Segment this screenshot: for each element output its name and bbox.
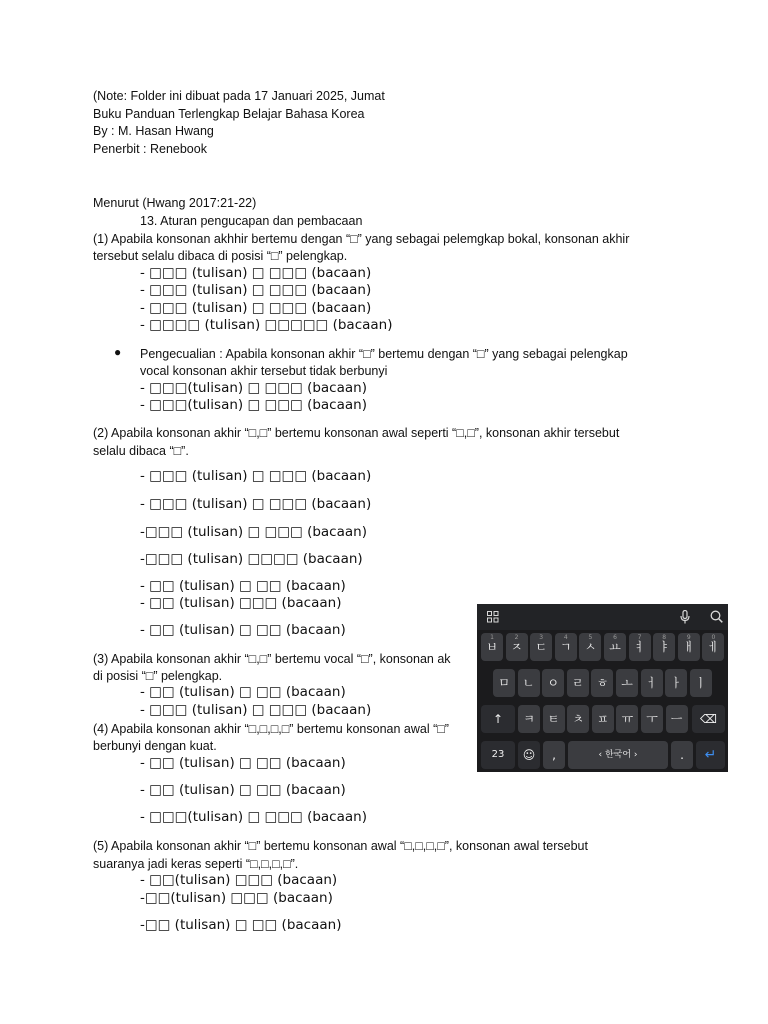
key-row2[interactable] (641, 669, 663, 697)
key-row2[interactable] (665, 669, 687, 697)
key-row3[interactable] (543, 705, 565, 733)
rule2-text-line1: (2) Apabila konsonan akhir “□,□” bertemu konsonan awal seperti “□,□”, konsonan akhir tersebut (93, 426, 620, 440)
enter-key[interactable] (696, 741, 725, 769)
note-line: (Note: Folder ini dibuat pada 17 Januari 2025, Jumat (93, 89, 385, 103)
keyboard-screenshot (477, 604, 728, 772)
microphone-icon[interactable] (680, 610, 690, 624)
key-row2[interactable] (542, 669, 564, 697)
key-9[interactable] (678, 633, 700, 661)
key-2[interactable] (506, 633, 528, 661)
rule4-example: - □□ (tulisan) □ □□ (bacaan) (140, 755, 346, 771)
key-6[interactable] (604, 633, 626, 661)
key-row2[interactable] (616, 669, 638, 697)
key-label: 23 (491, 749, 505, 760)
key-row2[interactable] (518, 669, 540, 697)
exception-example: - □□□(tulisan) □ □□□ (bacaan) (140, 397, 367, 413)
key-label: ㅏ (670, 676, 682, 690)
key-label: , (552, 748, 556, 762)
rule2-example: - □□ (tulisan) □□□ (bacaan) (140, 595, 342, 611)
key-row3[interactable] (666, 705, 688, 733)
key-row2[interactable] (591, 669, 613, 697)
key-label: ㄱ (560, 640, 572, 654)
rule4-example: - □□ (tulisan) □ □□ (bacaan) (140, 782, 346, 798)
period-key[interactable] (671, 741, 693, 769)
backspace-key[interactable] (692, 705, 725, 733)
key-label: ㅠ (621, 712, 634, 726)
book-title: Buku Panduan Terlengkap Belajar Bahasa Korea (93, 107, 365, 121)
bullet-icon: ● (114, 345, 122, 359)
rule1-text-line2: tersebut selalu dibaca di posisi “□” pelengkap. (93, 249, 348, 263)
key-label: ㅎ (596, 676, 609, 690)
author-line: By : M. Hasan Hwang (93, 124, 214, 138)
exception-line2: vocal konsonan akhir tersebut tidak berbunyi (140, 364, 388, 378)
apps-grid-icon[interactable] (487, 611, 499, 623)
rule2-example: -□□□ (tulisan) □□□□ (bacaan) (140, 551, 363, 567)
section-title: 13. Aturan pengucapan dan pembacaan (140, 214, 363, 228)
rule4-text-line2: berbunyi dengan kuat. (93, 739, 217, 753)
key-label: ㅐ (683, 640, 695, 654)
key-label: ☺ (522, 748, 536, 762)
key-label: ㅊ (572, 712, 584, 726)
key-label: ㅕ (633, 640, 646, 654)
citation: Menurut (Hwang 2017:21-22) (93, 196, 257, 210)
rule2-text-line2: selalu dibaca “□”. (93, 444, 189, 458)
exception-example: - □□□(tulisan) □ □□□ (bacaan) (140, 380, 367, 396)
key-label: ㄴ (522, 676, 535, 690)
rule3-example: - □□ (tulisan) □ □□ (bacaan) (140, 684, 346, 700)
rule1-example: - □□□ (tulisan) □ □□□ (bacaan) (140, 282, 372, 298)
rule1-example: - □□□ (tulisan) □ □□□ (bacaan) (140, 300, 372, 316)
key-label: ㅂ (486, 640, 498, 654)
key-row2[interactable] (493, 669, 515, 697)
keyboard-toolbar (477, 604, 728, 630)
rule2-example: - □□□ (tulisan) □ □□□ (bacaan) (140, 496, 372, 512)
space-bar[interactable] (568, 741, 668, 769)
key-label: ㅡ (670, 712, 683, 726)
rule3-text-line1: (3) Apabila konsonan akhir “□,□” bertemu vocal “□”, konsonan ak (93, 652, 451, 666)
key-row2[interactable] (567, 669, 589, 697)
search-icon[interactable] (710, 610, 723, 623)
key-label: ↵ (704, 747, 717, 763)
comma-key[interactable] (543, 741, 565, 769)
key-hint: 6 (613, 634, 617, 641)
key-row3[interactable] (567, 705, 589, 733)
rule2-example: - □□ (tulisan) □ □□ (bacaan) (140, 578, 346, 594)
key-label: ㅅ (584, 640, 597, 654)
key-label: ㅈ (510, 640, 523, 654)
key-row3[interactable] (641, 705, 663, 733)
exception-line1: Pengecualian : Apabila konsonan akhir “□” bertemu dengan “□” yang sebagai pelengkap (140, 347, 628, 361)
key-label: . (680, 748, 684, 762)
key-5[interactable] (579, 633, 601, 661)
rule5-example: -□□ (tulisan) □ □□ (bacaan) (140, 917, 342, 933)
rule5-text-line1: (5) Apabila konsonan akhir “□” bertemu konsonan awal “□,□,□,□”, konsonan awal tersebut (93, 839, 588, 853)
key-hint: 1 (490, 634, 494, 641)
key-7[interactable] (629, 633, 651, 661)
rule2-example: - □□ (tulisan) □ □□ (bacaan) (140, 622, 346, 638)
key-row2[interactable] (690, 669, 712, 697)
key-hint: 3 (539, 634, 544, 641)
key-label: ㅣ (695, 676, 707, 690)
key-8[interactable] (653, 633, 675, 661)
key-label: ㅍ (597, 712, 609, 726)
rule5-text-line2: suaranya jadi keras seperti “□,□,□,□”. (93, 857, 299, 871)
key-label: ↑ (492, 712, 504, 726)
rule1-example: - □□□□ (tulisan) □□□□□ (bacaan) (140, 317, 393, 333)
rule1-example: - □□□ (tulisan) □ □□□ (bacaan) (140, 265, 372, 281)
rule2-example: - □□□ (tulisan) □ □□□ (bacaan) (140, 468, 372, 484)
key-label: ㄹ (572, 676, 584, 690)
rule5-example: -□□(tulisan) □□□ (bacaan) (140, 890, 333, 906)
key-row3[interactable] (592, 705, 614, 733)
key-label: ㅁ (498, 676, 510, 690)
key-label: ㅇ (547, 676, 559, 690)
rule2-example: -□□□ (tulisan) □ □□□ (bacaan) (140, 524, 367, 540)
key-label: ㄷ (535, 640, 547, 654)
rule4-text-line1: (4) Apabila konsonan akhir “□,□,□,□” bertemu konsonan awal “□” (93, 722, 449, 736)
rule5-example: - □□(tulisan) □□□ (bacaan) (140, 872, 338, 888)
key-0[interactable] (702, 633, 724, 661)
key-label: ㅔ (707, 640, 720, 654)
rule3-example: - □□□ (tulisan) □ □□□ (bacaan) (140, 702, 372, 718)
key-1[interactable] (481, 633, 503, 661)
key-4[interactable] (555, 633, 577, 661)
key-row3[interactable] (518, 705, 540, 733)
key-row3[interactable] (616, 705, 638, 733)
key-hint: 8 (662, 634, 667, 641)
key-label: ⌫ (700, 712, 717, 726)
key-hint: 7 (637, 634, 642, 641)
key-label: ‹ 한국어 › (598, 750, 638, 760)
key-label: ㅋ (523, 712, 535, 726)
key-label: ㅗ (621, 676, 633, 690)
key-label: ㅌ (547, 712, 560, 726)
key-label: ㅑ (658, 640, 670, 654)
key-hint: 5 (588, 634, 593, 641)
key-label: ㅜ (646, 712, 658, 726)
emoji-key[interactable] (518, 741, 540, 769)
key-label: ㅛ (609, 640, 621, 654)
shift-key[interactable] (481, 705, 515, 733)
key-label: ㅓ (645, 676, 658, 690)
numbers-key[interactable] (481, 741, 515, 769)
key-hint: 4 (563, 634, 568, 641)
publisher-line: Penerbit : Renebook (93, 142, 207, 156)
rule3-text-line2: di posisi “□” pelengkap. (93, 669, 223, 683)
key-hint: 2 (514, 634, 519, 641)
rule4-example: - □□□(tulisan) □ □□□ (bacaan) (140, 809, 367, 825)
key-hint: 0 (711, 634, 716, 641)
key-hint: 9 (686, 634, 691, 641)
key-3[interactable] (530, 633, 552, 661)
rule1-text-line1: (1) Apabila konsonan akhhir bertemu dengan “□” yang sebagai pelemgkap bokal, konsonan akhir (93, 232, 630, 246)
